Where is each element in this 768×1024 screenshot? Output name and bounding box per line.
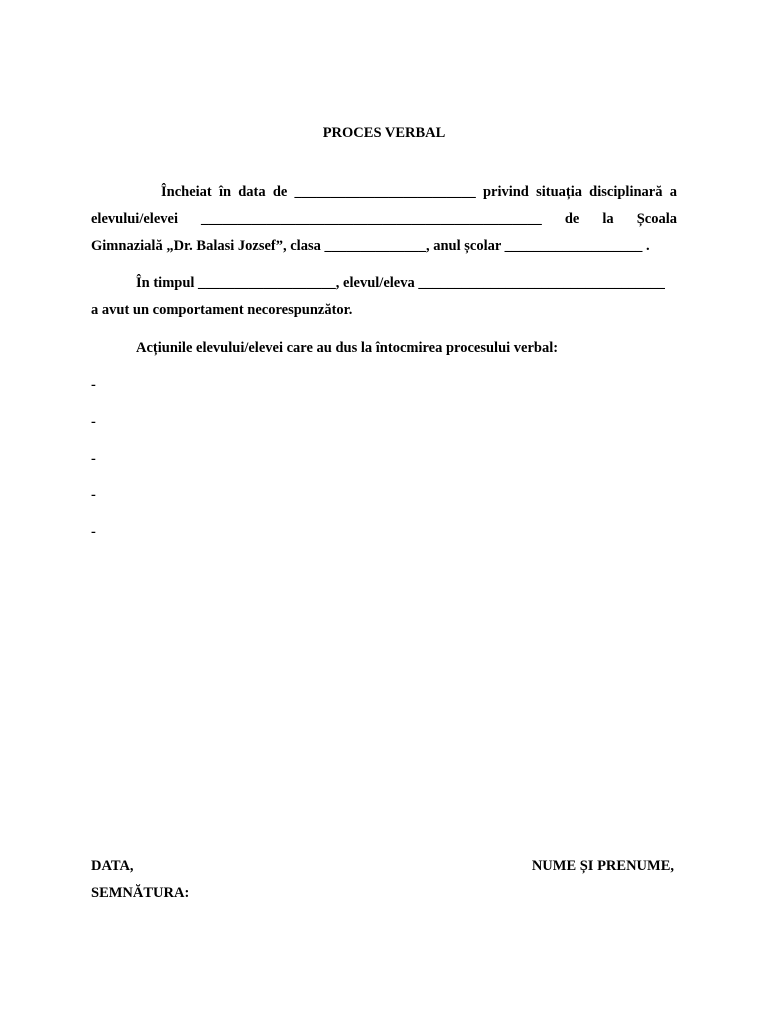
word: de	[564, 211, 580, 227]
paragraph-2-line-2: a avut un comportament necorespunzător.	[91, 302, 353, 318]
word: disciplinară	[589, 184, 663, 200]
word: elevului/elevei	[91, 211, 178, 227]
signature-label: SEMNĂTURA:	[91, 885, 190, 901]
bullet-item: -	[91, 414, 96, 430]
paragraph-1-line-1	[161, 183, 677, 201]
bullet-item: -	[91, 487, 96, 503]
word: Școala	[636, 211, 677, 227]
name-label: NUME ȘI PRENUME,	[531, 858, 674, 874]
word: de	[272, 184, 288, 200]
document-title: PROCES VERBAL	[322, 125, 446, 141]
bullet-item: -	[91, 377, 96, 393]
word: Încheiat	[161, 184, 212, 200]
bullet-item: -	[91, 524, 96, 540]
word: în	[218, 184, 232, 200]
paragraph-2-line-1: În timpul ___________________, elevul/eleva __________________________________	[136, 275, 665, 291]
word: situația	[536, 184, 582, 200]
actions-heading: Acțiunile elevului/elevei care au dus la întocmirea procesului verbal:	[136, 340, 559, 356]
word: data	[238, 184, 266, 200]
student-name-blank: _______________________________________________	[201, 211, 542, 227]
paragraph-1-line-2	[91, 210, 677, 228]
paragraph-1-line-3: Gimnazială „Dr. Balasi Jozsef”, clasa ______________, anul școlar ___________________ .	[91, 238, 650, 254]
bullet-item: -	[91, 451, 96, 467]
word: privind	[482, 184, 529, 200]
date-blank: _________________________	[294, 184, 476, 200]
word: la	[602, 211, 614, 227]
date-label: DATA,	[91, 858, 134, 874]
word: a	[669, 184, 677, 200]
